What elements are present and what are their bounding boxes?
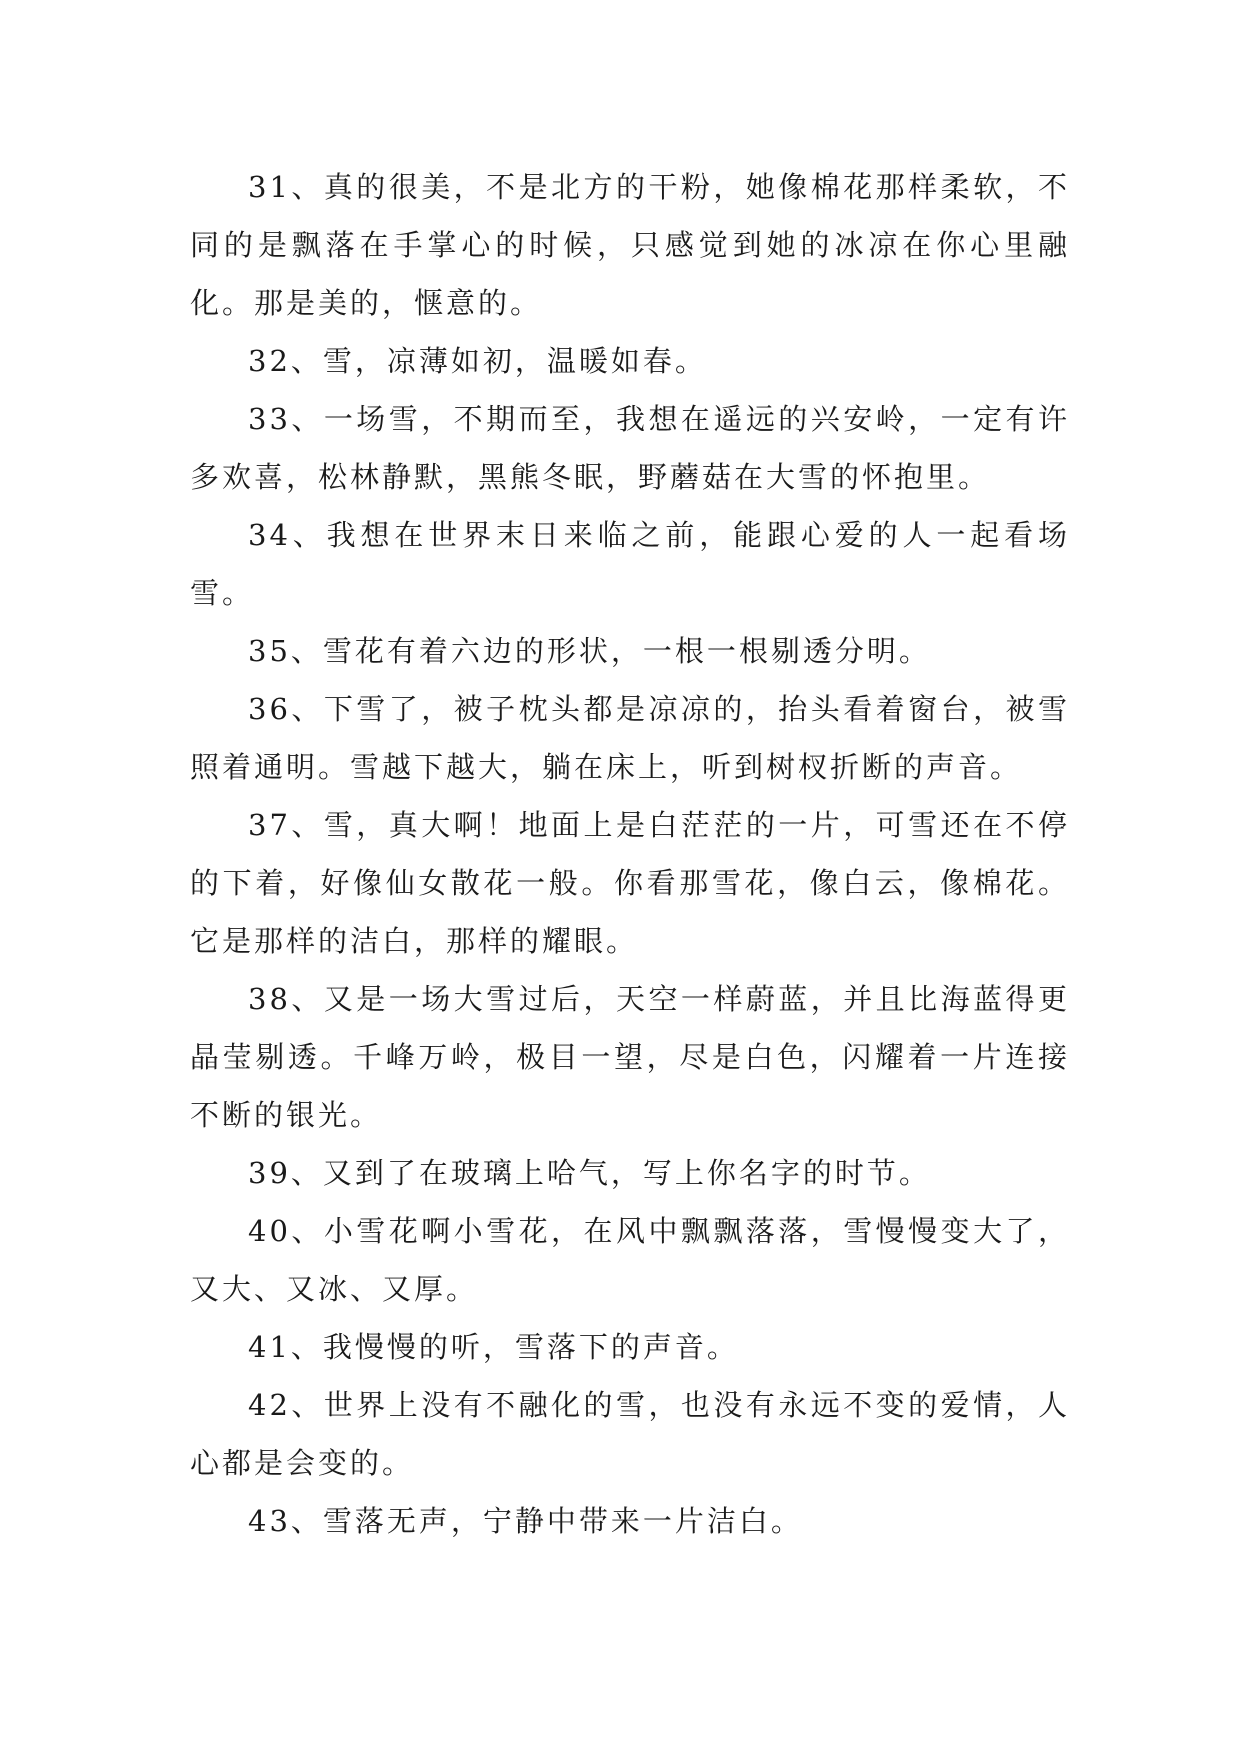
paragraph-32: 32、雪，凉薄如初，温暖如春。 [248,344,707,378]
paragraph-40: 40、小雪花啊小雪花，在风中飘飘落落，雪慢慢变大了，又大、又冰、又厚。 [190,1214,1070,1306]
paragraph-41: 41、我慢慢的听，雪落下的声音。 [248,1330,739,1364]
document-body [190,158,1070,1550]
paragraph-31: 31、真的很美，不是北方的干粉，她像棉花那样柔软，不同的是飘落在手掌心的时候，只感觉到她的冰凉在你心里融化。那是美的，惬意的。 [190,170,1070,320]
paragraph-33: 33、一场雪，不期而至，我想在遥远的兴安岭，一定有许多欢喜，松林静默，黑熊冬眠，野蘑菇在大雪的怀抱里。 [190,402,1070,494]
paragraph-43: 43、雪落无声，宁静中带来一片洁白。 [248,1504,803,1538]
paragraph-37: 37、雪，真大啊！地面上是白茫茫的一片，可雪还在不停的下着，好像仙女散花一般。你看那雪花，像白云，像棉花。它是那样的洁白，那样的耀眼。 [190,808,1070,958]
paragraph-39: 39、又到了在玻璃上哈气，写上你名字的时节。 [248,1156,931,1190]
paragraph-36: 36、下雪了，被子枕头都是凉凉的，抬头看着窗台，被雪照着通明。雪越下越大，躺在床上，听到树杈折断的声音。 [190,692,1070,784]
paragraph-34: 34、我想在世界末日来临之前，能跟心爱的人一起看场雪。 [190,518,1070,610]
paragraph-42: 42、世界上没有不融化的雪，也没有永远不变的爱情，人心都是会变的。 [190,1388,1070,1480]
paragraph-35: 35、雪花有着六边的形状，一根一根剔透分明。 [248,634,931,668]
paragraph-38: 38、又是一场大雪过后，天空一样蔚蓝，并且比海蓝得更晶莹剔透。千峰万岭，极目一望，尽是白色，闪耀着一片连接不断的银光。 [190,982,1070,1132]
